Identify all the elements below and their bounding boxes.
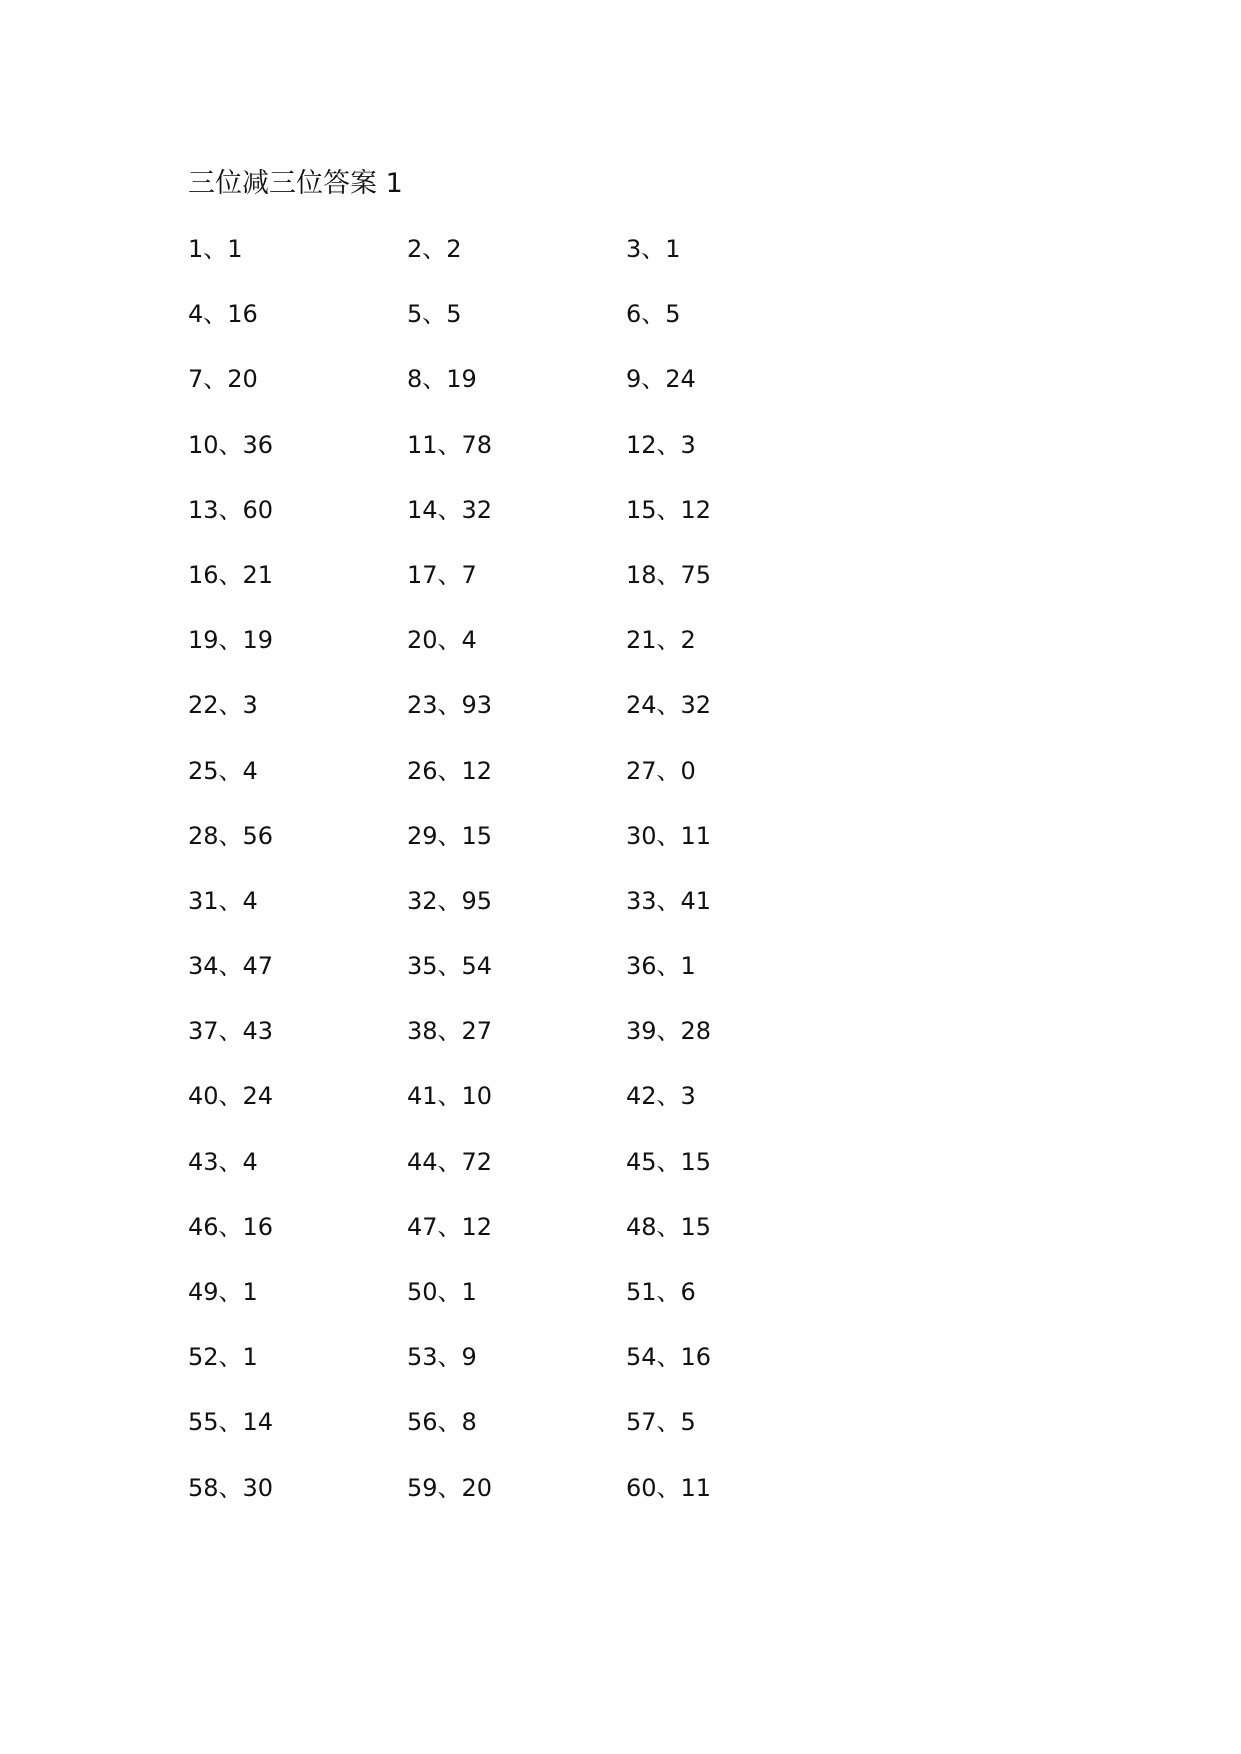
answer-item: 14、32	[407, 495, 493, 524]
answer-item: 15、12	[626, 495, 712, 524]
answer-item: 54、16	[626, 1343, 712, 1372]
answer-item: 40、24	[188, 1082, 274, 1111]
answer-item: 1、1	[188, 235, 243, 263]
answer-item: 26、12	[407, 756, 493, 785]
answer-item: 60、11	[626, 1473, 712, 1502]
answer-item: 25、4	[188, 756, 258, 785]
answer-item: 10、36	[188, 430, 274, 459]
answer-item: 49、1	[188, 1278, 258, 1306]
page-title: 三位减三位答案 1	[188, 168, 403, 199]
answer-item: 19、19	[188, 626, 274, 655]
answer-item: 46、16	[188, 1212, 274, 1241]
answer-item: 11、78	[407, 430, 493, 459]
answer-item: 7、20	[188, 365, 258, 394]
answer-item: 58、30	[188, 1473, 274, 1502]
answer-item: 3、1	[626, 235, 681, 263]
answer-item: 30、11	[626, 821, 712, 850]
answer-item: 2、2	[407, 235, 462, 263]
answer-item: 24、32	[626, 691, 712, 720]
answer-item: 42、3	[626, 1082, 696, 1111]
answer-item: 41、10	[407, 1082, 493, 1111]
answer-item: 29、15	[407, 821, 493, 850]
answer-item: 33、41	[626, 886, 712, 915]
answer-item: 35、54	[407, 952, 493, 981]
answer-item: 27、0	[626, 756, 696, 785]
answer-item: 56、8	[407, 1408, 477, 1437]
answer-item: 8、19	[407, 365, 477, 394]
answer-grid	[188, 229, 888, 1533]
answer-item: 36、1	[626, 952, 696, 981]
answer-item: 44、72	[407, 1147, 493, 1176]
answer-item: 5、5	[407, 300, 462, 329]
answer-item: 57、5	[626, 1408, 696, 1437]
answer-item: 23、93	[407, 691, 493, 720]
answer-item: 16、21	[188, 560, 274, 589]
answer-item: 53、9	[407, 1343, 477, 1372]
answer-item: 6、5	[626, 300, 681, 329]
answer-item: 20、4	[407, 626, 477, 655]
answer-item: 32、95	[407, 886, 493, 915]
answer-item: 21、2	[626, 626, 696, 655]
answer-item: 37、43	[188, 1017, 274, 1046]
answer-item: 38、27	[407, 1017, 493, 1046]
answer-item: 4、16	[188, 300, 258, 329]
answer-item: 39、28	[626, 1017, 712, 1046]
answer-item: 59、20	[407, 1473, 493, 1502]
answer-item: 12、3	[626, 430, 696, 459]
answer-item: 52、1	[188, 1343, 258, 1372]
answer-item: 13、60	[188, 495, 274, 524]
answer-item: 9、24	[626, 365, 696, 394]
answer-item: 34、47	[188, 952, 274, 981]
answer-item: 31、4	[188, 886, 258, 915]
answer-item: 45、15	[626, 1147, 712, 1176]
answer-item: 22、3	[188, 691, 258, 720]
answer-item: 18、75	[626, 560, 712, 589]
answer-item: 17、7	[407, 560, 477, 589]
answer-item: 28、56	[188, 821, 274, 850]
answer-item: 43、4	[188, 1147, 258, 1176]
answer-item: 47、12	[407, 1212, 493, 1241]
answer-item: 55、14	[188, 1408, 274, 1437]
answer-item: 50、1	[407, 1278, 477, 1306]
answer-item: 51、6	[626, 1278, 696, 1306]
answer-item: 48、15	[626, 1212, 712, 1241]
